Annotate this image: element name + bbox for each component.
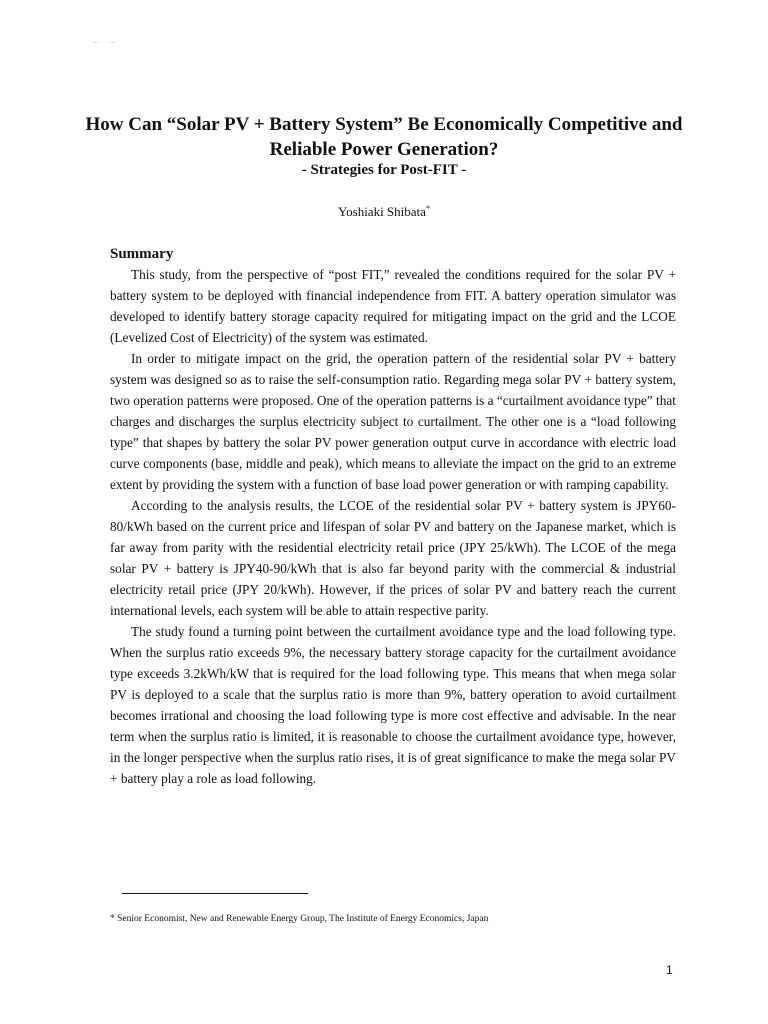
paper-title: How Can “Solar PV + Battery System” Be Economically Competitive and Reliable Power Generation?	[85, 114, 683, 160]
page-number: 1	[666, 963, 673, 977]
summary-paragraph-1: This study, from the perspective of “post FIT,” revealed the conditions required for the solar PV + battery system to be deployed with financial independence from FIT. A battery operation simulator was developed to identify battery storage capacity required for mitigating impact on the grid and the LCOE (Levelized Cost of Electricity) of the system was estimated.	[110, 267, 676, 345]
summary-heading: Summary	[110, 246, 174, 262]
summary-body	[110, 264, 676, 789]
author-line	[60, 203, 708, 221]
summary-paragraph-3: According to the analysis results, the LCOE of the residential solar PV + battery system is JPY60-80/kWh based on the current price and lifespan of solar PV and battery on the Japanese market, which is far away from parity with the residential electricity retail price (JPY 25/kWh). The LCOE of the mega solar PV + battery is JPY40-90/kWh that is also far beyond parity with the commercial & industrial electricity retail price (JPY 20/kWh). However, if the prices of solar PV and battery reach the current international levels, each system will be able to attain respective parity.	[110, 498, 676, 618]
header-mark: — · · —	[92, 40, 117, 46]
author-footnote-marker: *	[425, 204, 430, 213]
paper-subtitle: - Strategies for Post-FIT -	[301, 162, 467, 178]
summary-paragraph-2: In order to mitigate impact on the grid, the operation pattern of the residential solar PV + battery system was designed so as to raise the self-consumption ratio. Regarding mega solar PV + battery system, two operation patterns were proposed. One of the operation patterns is a “curtailment avoidance type” that charges and discharges the surplus electricity subject to curtailment. The other one is a “load following type” that shapes by battery the solar PV power generation output curve in accordance with electric load curve components (base, middle and peak), which means to alleviate the impact on the grid to an extreme extent by providing the system with a function of base load power generation or with ramping capability.	[110, 351, 676, 492]
author-name: Yoshiaki Shibata	[338, 204, 426, 219]
summary-paragraph-4: The study found a turning point between the curtailment avoidance type and the load following type. When the surplus ratio exceeds 9%, the necessary battery storage capacity for the curtailment avoidance type exceeds 3.2kWh/kW that is required for the load following type. This means that when mega solar PV is deployed to a scale that the surplus ratio is more than 9%, battery operation to avoid curtailment becomes irrational and choosing the load following type is more cost effective and advisable. In the near term when the surplus ratio is limited, it is reasonable to choose the curtailment avoidance type, however, in the longer perspective when the surplus ratio rises, it is of great significance to make the mega solar PV + battery play a role as load following.	[110, 624, 676, 786]
footnote-divider	[122, 893, 308, 894]
footnote: * Senior Economist, New and Renewable Energy Group, The Institute of Energy Economics, Japan	[110, 914, 489, 924]
